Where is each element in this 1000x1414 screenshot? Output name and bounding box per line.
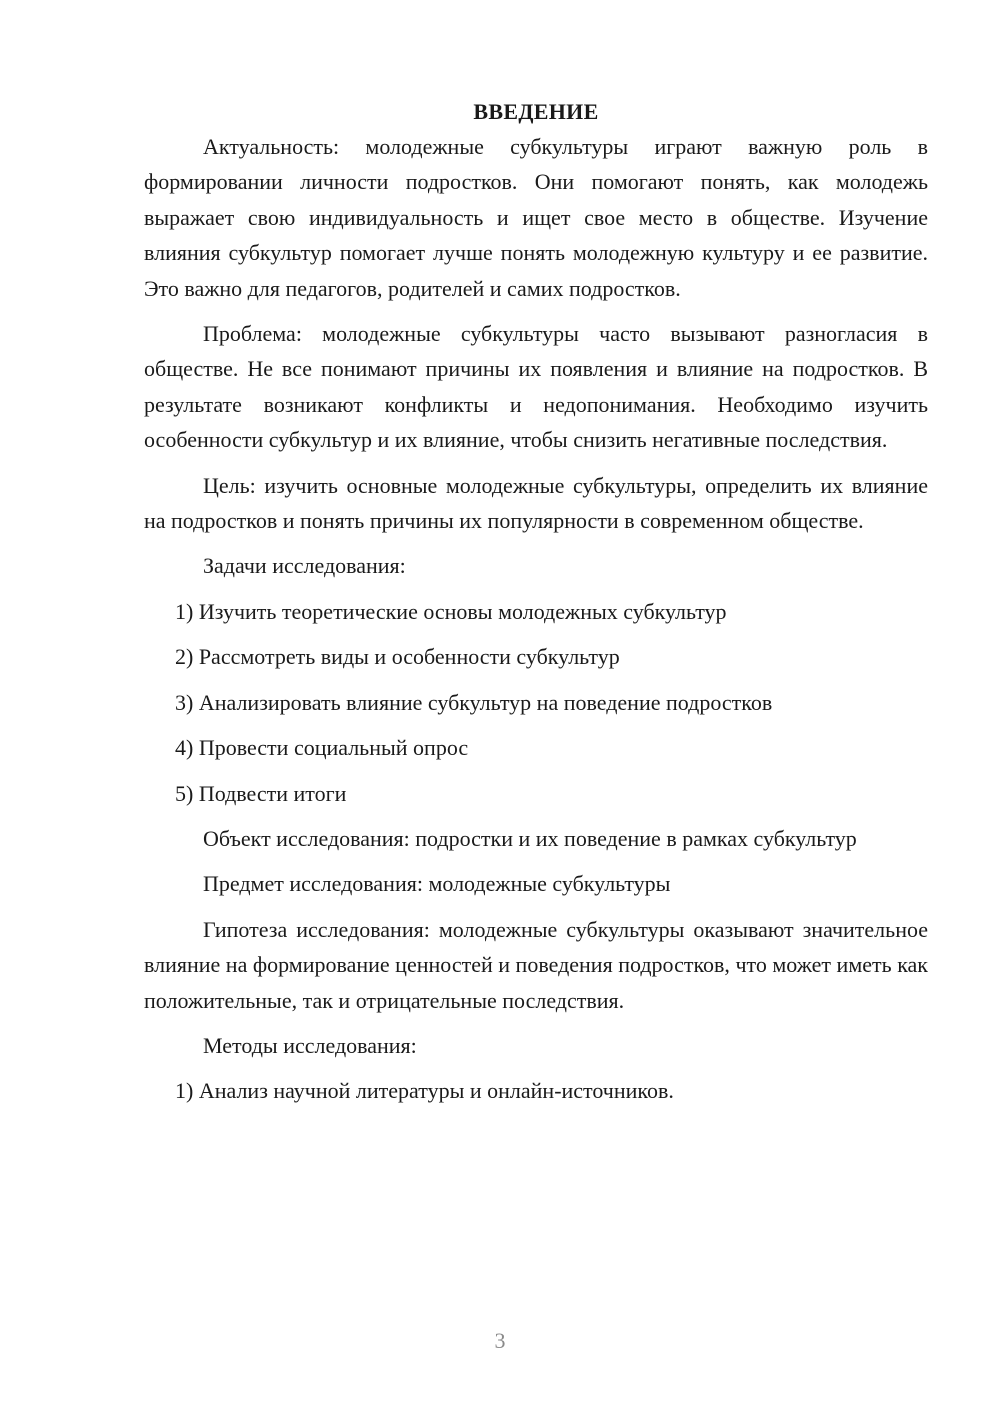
section-title: ВВЕДЕНИЕ — [473, 99, 599, 124]
object-paragraph: Объект исследования: подростки и их поведение в рамках субкультур — [203, 825, 857, 851]
methods-heading: Методы исследования: — [203, 1032, 417, 1058]
page-number: 3 — [494, 1328, 506, 1353]
problem-paragraph: Проблема: молодежные субкультуры часто вызывают разногласия в обществе. Не все понимают причины их появления и влияние на подростков. В результате возникают конфликты и недопонимания. Необходимо изучить особенности субкультур и их влияние, чтобы снизить негативные последствия. — [144, 321, 928, 453]
task-item: 4) Провести социальный опрос — [175, 735, 469, 761]
task-item: 2) Рассмотреть виды и особенности субкультур — [175, 644, 620, 670]
document-page — [144, 94, 928, 1119]
hypothesis-paragraph: Гипотеза исследования: молодежные субкультуры оказывают значительное влияние на формирование ценностей и поведения подростков, что может иметь как положительные, так и отрицательные последствия. — [144, 916, 928, 1013]
task-item: 3) Анализировать влияние субкультур на поведение подростков — [175, 689, 773, 715]
task-item: 1) Изучить теоретические основы молодежных субкультур — [175, 598, 727, 624]
tasks-heading: Задачи исследования: — [203, 553, 406, 579]
relevance-paragraph: Актуальность: молодежные субкультуры играют важную роль в формировании личности подростков. Они помогают понять, как молодежь выражает свою индивидуальность и ищет свое место в обществе. Изучение влияния субкультур помогает лучше понять молодежную культуру и ее развитие. Это важно для педагогов, родителей и самих подростков. — [144, 134, 928, 301]
subject-paragraph: Предмет исследования: молодежные субкультуры — [203, 871, 671, 897]
goal-paragraph: Цель: изучить основные молодежные субкультуры, определить их влияние на подростков и понять причины их популярности в современном обществе. — [144, 472, 928, 534]
task-item: 5) Подвести итоги — [175, 780, 347, 806]
method-item: 1) Анализ научной литературы и онлайн-источников. — [175, 1078, 674, 1104]
